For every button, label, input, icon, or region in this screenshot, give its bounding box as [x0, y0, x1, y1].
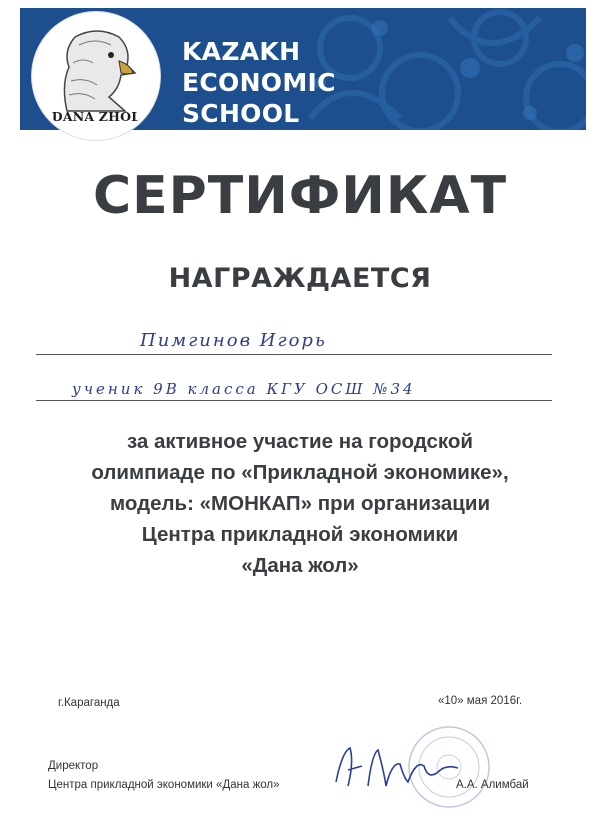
school-name-line-1: KAZAKH [182, 37, 301, 66]
certificate-title: СЕРТИФИКАТ [92, 166, 508, 226]
issue-date: «10» мая 2016г. [438, 695, 523, 707]
info-underline [36, 400, 552, 401]
name-underline [36, 354, 552, 355]
recipient-info: ученик 9В класса КГУ ОСШ №34 [72, 380, 416, 398]
description-line-3: модель: «МОНКАП» при организации [109, 492, 491, 515]
awarded-heading: НАГРАЖДАЕТСЯ [168, 263, 432, 294]
school-name-line-3: SCHOOL [182, 99, 300, 128]
city: г.Караганда [58, 697, 120, 709]
director-title: Директор [48, 760, 99, 772]
description-line-4: Центра прикладной экономики [141, 523, 459, 546]
description-line-5: «Дана жол» [241, 554, 359, 577]
school-name [182, 36, 336, 129]
award-description [30, 426, 570, 581]
logo-label: DANA ZHOL [51, 109, 141, 124]
director-name: А.А. Алимбай [456, 779, 529, 791]
director-signature [328, 742, 468, 797]
description-line-2: олимпиаде по «Прикладной экономике», [91, 461, 509, 484]
description-line-1: за активное участие на городской [126, 430, 474, 453]
school-name-line-2: ECONOMIC [182, 68, 336, 97]
director-organization: Центра прикладной экономики «Дана жол» [48, 779, 280, 791]
recipient-name: Пимгинов Игорь [140, 330, 327, 351]
school-logo [32, 12, 160, 140]
